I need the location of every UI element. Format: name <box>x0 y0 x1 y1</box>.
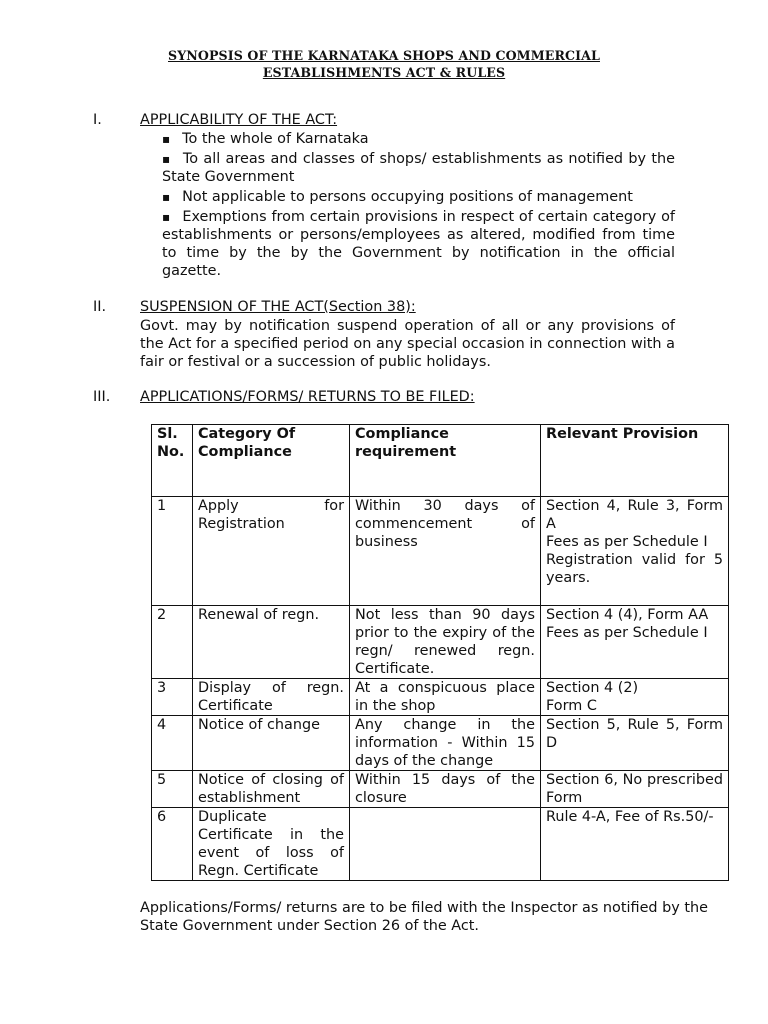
applicability-item: ▪ Not applicable to persons occupying positions of management <box>162 188 675 206</box>
cell-sl-no: 6 <box>152 808 193 881</box>
table-row <box>152 808 729 881</box>
header-category: Category Of Compliance <box>193 425 350 497</box>
table-row <box>152 771 729 808</box>
cell-provision: Section 6, No prescribed Form <box>541 771 729 808</box>
applicability-item: ▪ Exemptions from certain provisions in respect of certain category of establishments or persons/employees as altered, modified from time to time by the by the Government by notification in the official gazette. <box>162 208 675 280</box>
cell-requirement <box>350 808 541 881</box>
cell-requirement: Within 30 days of commencement of business <box>350 497 541 606</box>
cell-requirement: At a conspicuous place in the shop <box>350 679 541 716</box>
header-provision: Relevant Provision <box>541 425 729 497</box>
table-row <box>152 497 729 606</box>
section-3-heading: APPLICATIONS/FORMS/ RETURNS TO BE FILED: <box>140 389 475 405</box>
cell-sl-no: 2 <box>152 606 193 679</box>
document-title-line-1: SYNOPSIS OF THE KARNATAKA SHOPS AND COMMERCIAL <box>168 48 600 63</box>
cell-provision: Section 4 (4), Form AA Fees as per Schedule I <box>541 606 729 679</box>
table-row <box>152 606 729 679</box>
suspension-paragraph: Govt. may by notification suspend operation of all or any provisions of the Act for a specified period on any special occasion in connection with a fair or festival or a succession of public holidays. <box>140 318 675 370</box>
table-row <box>152 716 729 771</box>
header-requirement: Compliance requirement <box>350 425 541 497</box>
section-1-heading: APPLICABILITY OF THE ACT: <box>140 112 338 128</box>
section-1-number: I. <box>93 112 102 128</box>
cell-provision: Section 5, Rule 5, Form D <box>541 716 729 771</box>
document-title-line-2: ESTABLISHMENTS ACT & RULES <box>262 65 506 80</box>
table-header-row <box>152 425 729 497</box>
applicability-item: ▪ To the whole of Karnataka <box>162 130 675 148</box>
section-2-number: II. <box>93 299 107 315</box>
cell-requirement: Within 15 days of the closure <box>350 771 541 808</box>
cell-category: Notice of closing of establishment <box>193 771 350 808</box>
header-sl-no: Sl. No. <box>152 425 193 497</box>
cell-category: Display of regn. Certificate <box>193 679 350 716</box>
cell-requirement: Any change in the information - Within 15 days of the change <box>350 716 541 771</box>
section-2-heading: SUSPENSION OF THE ACT(Section 38): <box>140 299 416 315</box>
cell-provision: Rule 4-A, Fee of Rs.50/- <box>541 808 729 881</box>
compliance-table <box>151 424 729 881</box>
cell-provision: Section 4 (2) Form C <box>541 679 729 716</box>
cell-requirement: Not less than 90 days prior to the expiry of the regn/ renewed regn. Certificate. <box>350 606 541 679</box>
cell-category: Renewal of regn. <box>193 606 350 679</box>
applicability-item: ▪ To all areas and classes of shops/ establishments as notified by the State Government <box>162 150 675 186</box>
cell-sl-no: 4 <box>152 716 193 771</box>
applicability-list <box>162 130 675 280</box>
section-3-number: III. <box>93 389 111 405</box>
cell-provision: Section 4, Rule 3, Form A Fees as per Schedule I Registration valid for 5 years. <box>541 497 729 606</box>
cell-sl-no: 3 <box>152 679 193 716</box>
footer-paragraph: Applications/Forms/ returns are to be filed with the Inspector as notified by the State Government under Section 26 of the Act. <box>140 900 708 934</box>
cell-category: Duplicate Certificate in the event of loss of Regn. Certificate <box>193 808 350 881</box>
table-row <box>152 679 729 716</box>
cell-sl-no: 5 <box>152 771 193 808</box>
cell-category: Apply for Registration <box>193 497 350 606</box>
cell-category: Notice of change <box>193 716 350 771</box>
cell-sl-no: 1 <box>152 497 193 606</box>
